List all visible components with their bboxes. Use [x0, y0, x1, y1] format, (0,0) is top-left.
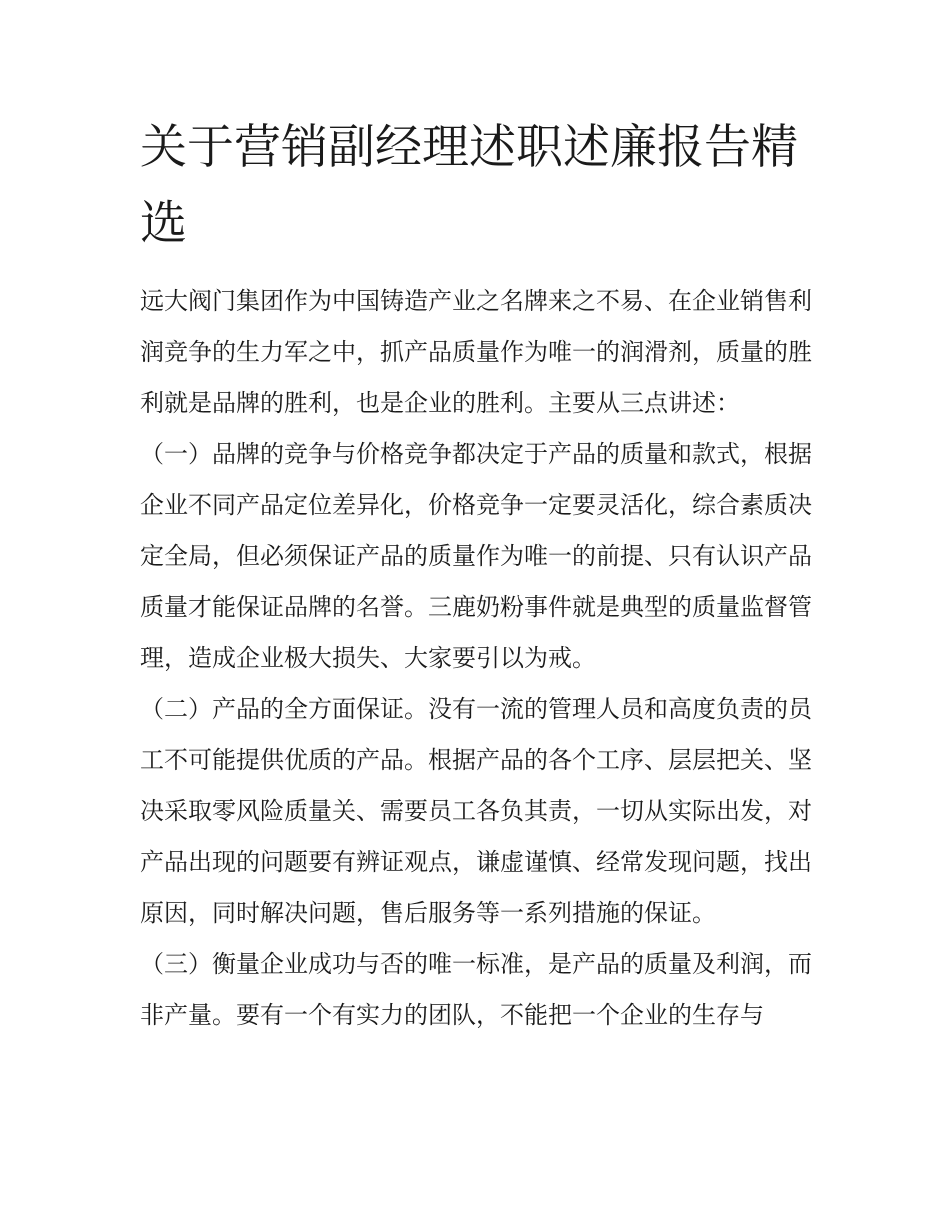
- paragraph-point-two: （二）产品的全方面保证。没有一流的管理人员和高度负责的员工不可能提供优质的产品。根据产品的各个工序、层层把关、坚决采取零风险质量关、需要员工各负其责，一切从实际出发，对产品出现的问题要有辨证观点，谦虚谨慎、经常发现问题，找出原因，同时解决问题，售后服务等一系列措施的保证。: [140, 695, 812, 927]
- document-title: 关于营销副经理述职述廉报告精选: [140, 120, 798, 251]
- paragraph-point-one: （一）品牌的竞争与价格竞争都决定于产品的质量和款式，根据企业不同产品定位差异化，价格竞争一定要灵活化，综合素质决定全局，但必须保证产品的质量作为唯一的前提、只有认识产品质量才能保证品牌的名誉。三鹿奶粉事件就是典型的质量监督管理，造成企业极大损失、大家要引以为戒。: [140, 440, 812, 672]
- paragraph-intro: 远大阀门集团作为中国铸造产业之名牌来之不易、在企业销售利润竞争的生力军之中，抓产品质量作为唯一的润滑剂，质量的胜利就是品牌的胜利，也是企业的胜利。主要从三点讲述：: [140, 287, 812, 417]
- paragraph-point-three: （三）衡量企业成功与否的唯一标准，是产品的质量及利润，而非产量。要有一个有实力的团队，不能把一个企业的生存与: [140, 950, 812, 1029]
- document-page: [140, 110, 812, 1041]
